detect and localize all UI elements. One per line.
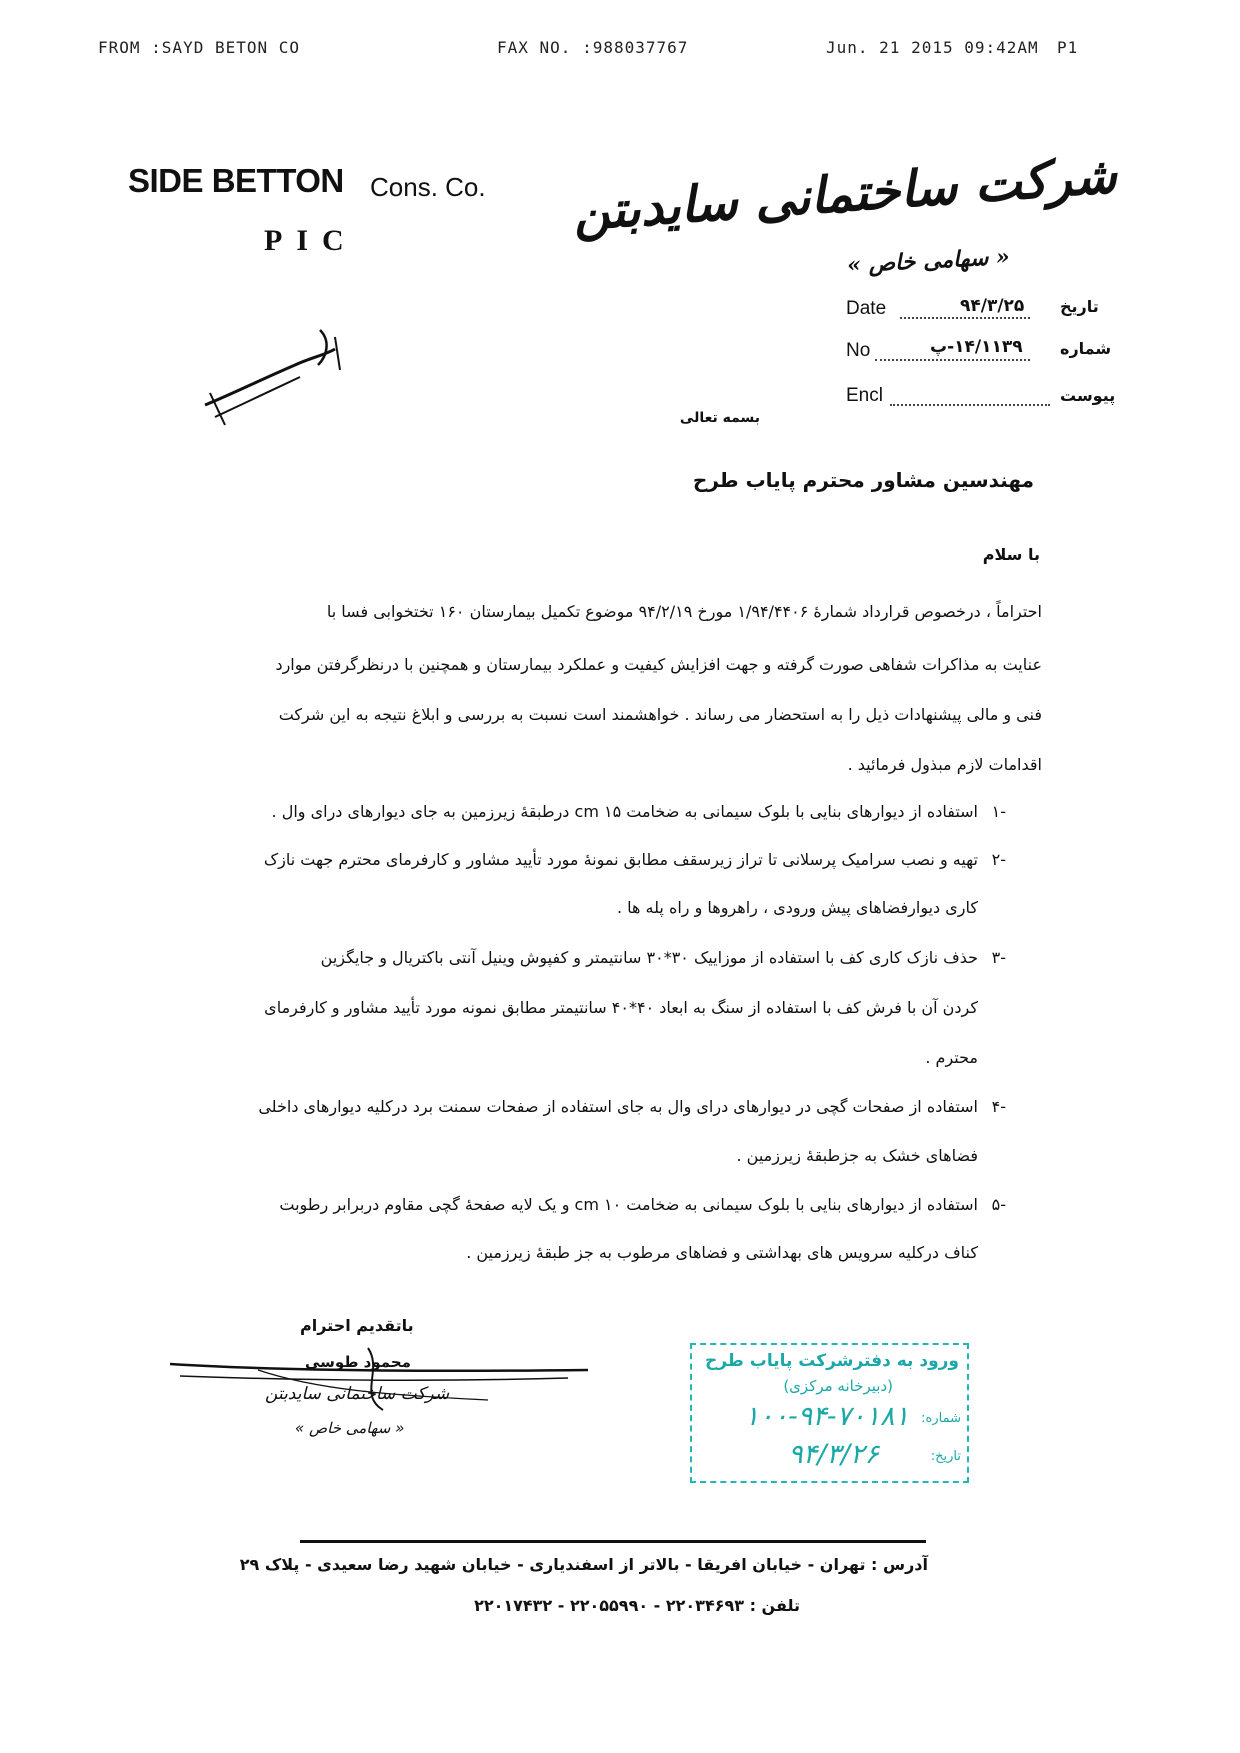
receipt-stamp — [690, 1343, 969, 1483]
item-number: ۵- — [991, 1195, 1006, 1214]
date-value: ۹۴/۳/۲۵ — [960, 296, 1025, 316]
item-line: کناف درکلیه سرویس های بهداشتی و فضاهای مرطوب به جز طبقۀ زیرزمین . — [466, 1243, 978, 1262]
no-value: ۱۴/۱۱۳۹-پ — [930, 337, 1023, 357]
signature-mark — [168, 1340, 598, 1440]
item-line: حذف نازک کاری کف با استفاده از موزاییک ۳۰*۳۰ سانتیمتر و کفپوش وینیل آنتی باکتریال و جایگزین — [320, 948, 978, 967]
encl-dots — [890, 390, 1050, 406]
item-line: استفاده از دیوارهای بنایی با بلوک سیمانی به ضخامت ۱۵ cm درطبقۀ زیرزمین به جای دیوارهای درای وال . — [271, 802, 978, 821]
item-line: کردن آن با فرش کف با استفاده از سنگ به ابعاد ۴۰*۴۰ سانتیمتر مطابق نمونه مورد تأیید مشاور و کارفرمای — [264, 998, 978, 1017]
item-number: ۲- — [991, 850, 1006, 869]
company-type-fa: « سهامی خاص » — [846, 243, 1011, 279]
no-label-en: No — [846, 340, 871, 361]
company-name-en: SIDE BETTON — [128, 162, 344, 199]
fax-page: P1 — [1057, 38, 1079, 57]
stamp-subtitle: (دبیرخانه مرکزی) — [783, 1377, 893, 1395]
item-number: ۳- — [991, 948, 1006, 967]
intro-line: فنی و مالی پیشنهادات ذیل را به استحضار می رساند . خواهشمند است نسبت به بررسی و ابلاغ نتیجه به این شرکت — [278, 705, 1042, 724]
stamp-title: ورود به دفترشرکت پایاب طرح — [704, 1351, 959, 1371]
footer-address: آدرس : تهران - خیابان افریقا - بالاتر از اسفندیاری - خیابان شهید رضا سعیدی - پلاک ۲۹ — [239, 1555, 928, 1574]
item-line: کاری دیوارفضاهای پیش ورودی ، راهروها و راه پله ها . — [616, 898, 978, 917]
item-line: محترم . — [925, 1048, 978, 1067]
intro-line: اقدامات لازم مبذول فرمائید . — [847, 755, 1042, 774]
stamp-number-label: شماره: — [921, 1411, 961, 1426]
item-line: استفاده از صفحات گچی در دیوارهای درای وال به جای استفاده از صفحات سمنت برد درکلیه دیوارهای داخلی — [258, 1097, 978, 1116]
item-number: ۱- — [991, 802, 1006, 821]
item-line: استفاده از دیوارهای بنایی با بلوک سیمانی به ضخامت ۱۰ cm و یک لایه صفحۀ گچی مقاوم دربرابر رطوبت — [279, 1195, 978, 1214]
intro-line: احتراماً ، درخصوص قرارداد شمارۀ ۱/۹۴/۴۴۰۶ مورخ ۹۴/۲/۱۹ موضوع تکمیل بیمارستان ۱۶۰ تختخوابی فسا با — [326, 602, 1042, 621]
signer-name: محمود طوسی — [305, 1353, 411, 1371]
pic-label: PIC — [264, 224, 358, 257]
signer-company-type: « سهامی خاص » — [295, 1419, 405, 1437]
item-line: تهیه و نصب سرامیک پرسلانی تا تراز زیرسقف مطابق نمونۀ مورد تأیید مشاور و کارفرمای محترم جهت نازک — [263, 850, 978, 869]
handwritten-note-scribble — [200, 325, 350, 435]
footer-rule — [300, 1540, 926, 1543]
invocation: بسمه تعالی — [679, 410, 760, 426]
encl-label-fa: پیوست — [1060, 386, 1116, 405]
encl-label-en: Encl — [846, 385, 883, 406]
company-name-fa: شرکت ساختمانی سایدبتن — [570, 145, 1119, 242]
greeting: با سلام — [982, 545, 1040, 564]
date-label-en: Date — [846, 298, 887, 319]
footer-phone: تلفن : ۲۲۰۳۴۶۹۳ - ۲۲۰۵۵۹۹۰ - ۲۲۰۱۷۴۳۲ — [474, 1596, 800, 1615]
item-number: ۴- — [991, 1097, 1006, 1116]
signer-company: شرکت ساختمانی سایدبتن — [265, 1384, 450, 1404]
fax-from: FROM :SAYD BETON CO — [98, 38, 301, 57]
fax-number: FAX NO. :988037767 — [497, 38, 689, 57]
intro-line: عنایت به مذاکرات شفاهی صورت گرفته و جهت افزایش کیفیت و عملکرد بیمارستان و همچنین با درنظرگرفتن موارد — [275, 655, 1042, 674]
date-label-fa: تاریخ — [1060, 297, 1099, 316]
item-line: فضاهای خشک به جزطبقۀ زیرزمین . — [736, 1146, 978, 1165]
stamp-number-value: ۱۰۰-۹۴-۷۰۱۸۱ — [744, 1401, 909, 1432]
stamp-date-value: ۹۴/۳/۲۶ — [788, 1439, 879, 1470]
closing: باتقدیم احترام — [300, 1316, 414, 1335]
recipient: مهندسین مشاور محترم پایاب طرح — [692, 468, 1034, 492]
no-label-fa: شماره — [1060, 339, 1112, 358]
stamp-date-label: تاریخ: — [930, 1449, 961, 1464]
company-suffix-en: Cons. Co. — [370, 172, 486, 202]
fax-datetime: Jun. 21 2015 09:42AM — [826, 38, 1039, 57]
